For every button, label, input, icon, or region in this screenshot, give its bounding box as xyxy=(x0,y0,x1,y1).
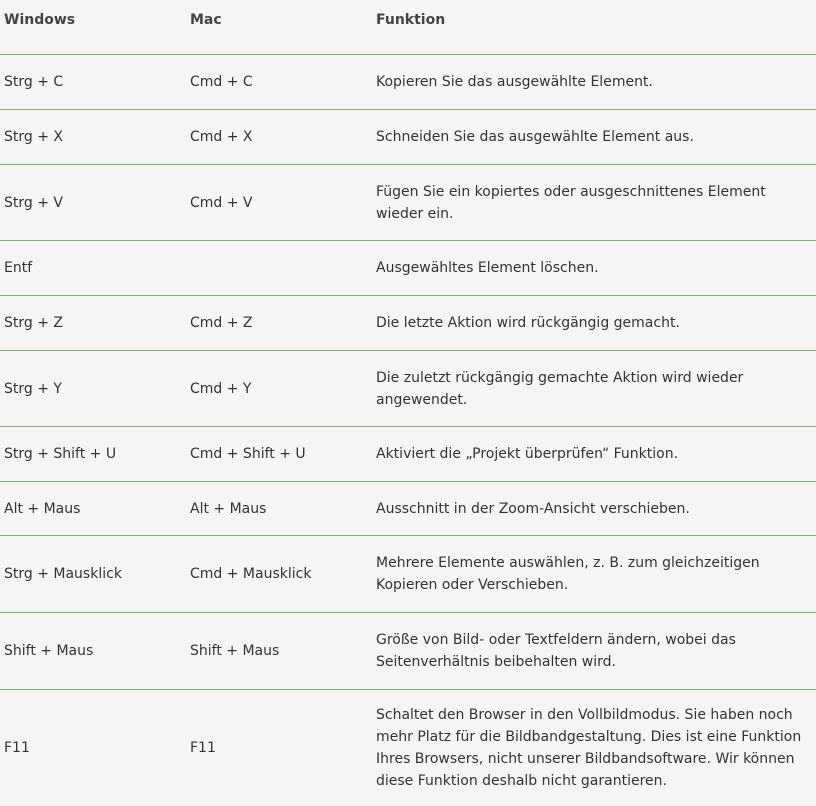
cell-funktion: Mehrere Elemente auswählen, z. B. zum gleichzeitigen Kopieren oder Verschieben. xyxy=(372,536,816,613)
table-row xyxy=(0,110,816,165)
cell-mac: Cmd + X xyxy=(186,110,372,165)
cell-windows: Strg + Mausklick xyxy=(0,536,186,613)
cell-funktion: Schneiden Sie das ausgewählte Element aus. xyxy=(372,110,816,165)
cell-funktion: Aktiviert die „Projekt überprüfen“ Funktion. xyxy=(372,427,816,482)
table-row xyxy=(0,296,816,351)
cell-mac: Cmd + Y xyxy=(186,351,372,427)
cell-windows: Strg + X xyxy=(0,110,186,165)
cell-funktion: Größe von Bild- oder Textfeldern ändern, wobei das Seitenverhältnis beibehalten wird. xyxy=(372,613,816,690)
cell-mac xyxy=(186,241,372,296)
table-row xyxy=(0,536,816,613)
cell-mac: F11 xyxy=(190,740,216,756)
table-header xyxy=(0,0,816,55)
cell-windows: Strg + Z xyxy=(0,296,186,351)
cell-mac: Alt + Maus xyxy=(186,482,372,536)
cell-funktion: Ausgewähltes Element löschen. xyxy=(372,241,816,296)
cell-mac: Cmd + V xyxy=(186,165,372,241)
cell-windows: Strg + Y xyxy=(0,351,186,427)
cell-windows: Entf xyxy=(0,241,186,296)
header-mac: Mac xyxy=(186,0,372,55)
header-windows: Windows xyxy=(0,0,186,55)
cell-mac: Shift + Maus xyxy=(186,613,372,690)
cell-funktion: Die letzte Aktion wird rückgängig gemacht. xyxy=(372,296,816,351)
cell-windows: F11 xyxy=(4,740,30,756)
cell-funktion: Fügen Sie ein kopiertes oder ausgeschnittenes Element wieder ein. xyxy=(372,165,816,241)
table-row xyxy=(0,55,816,110)
cell-windows: Strg + Shift + U xyxy=(0,427,186,482)
cell-funktion: Ausschnitt in der Zoom-Ansicht verschieben. xyxy=(372,482,816,536)
cell-mac: Cmd + Shift + U xyxy=(186,427,372,482)
cell-windows: Strg + C xyxy=(0,55,186,110)
header-funktion: Funktion xyxy=(372,0,816,55)
cell-windows: Alt + Maus xyxy=(0,482,186,536)
table-row xyxy=(0,241,816,296)
table-row xyxy=(0,165,816,241)
header-row xyxy=(0,0,816,55)
cell-windows: Strg + V xyxy=(0,165,186,241)
cell-funktion: Die zuletzt rückgängig gemachte Aktion wird wieder angewendet. xyxy=(372,351,816,427)
table-row xyxy=(0,482,816,536)
cell-funktion: Schaltet den Browser in den Vollbildmodus. Sie haben noch mehr Platz für die Bildbandgestaltung. Dies ist eine Funktion Ihres Browsers, nicht unserer Bildbandsoftware. Wir können diese Funktion deshalb nicht garantieren. xyxy=(376,707,802,789)
table-body xyxy=(0,55,816,806)
cell-windows: Shift + Maus xyxy=(0,613,186,690)
table-row xyxy=(0,690,816,806)
table-row xyxy=(0,351,816,427)
cell-funktion: Kopieren Sie das ausgewählte Element. xyxy=(372,55,816,110)
table-row xyxy=(0,427,816,482)
cell-mac: Cmd + Z xyxy=(186,296,372,351)
table-row xyxy=(0,613,816,690)
cell-mac: Cmd + Mausklick xyxy=(186,536,372,613)
cell-mac: Cmd + C xyxy=(186,55,372,110)
